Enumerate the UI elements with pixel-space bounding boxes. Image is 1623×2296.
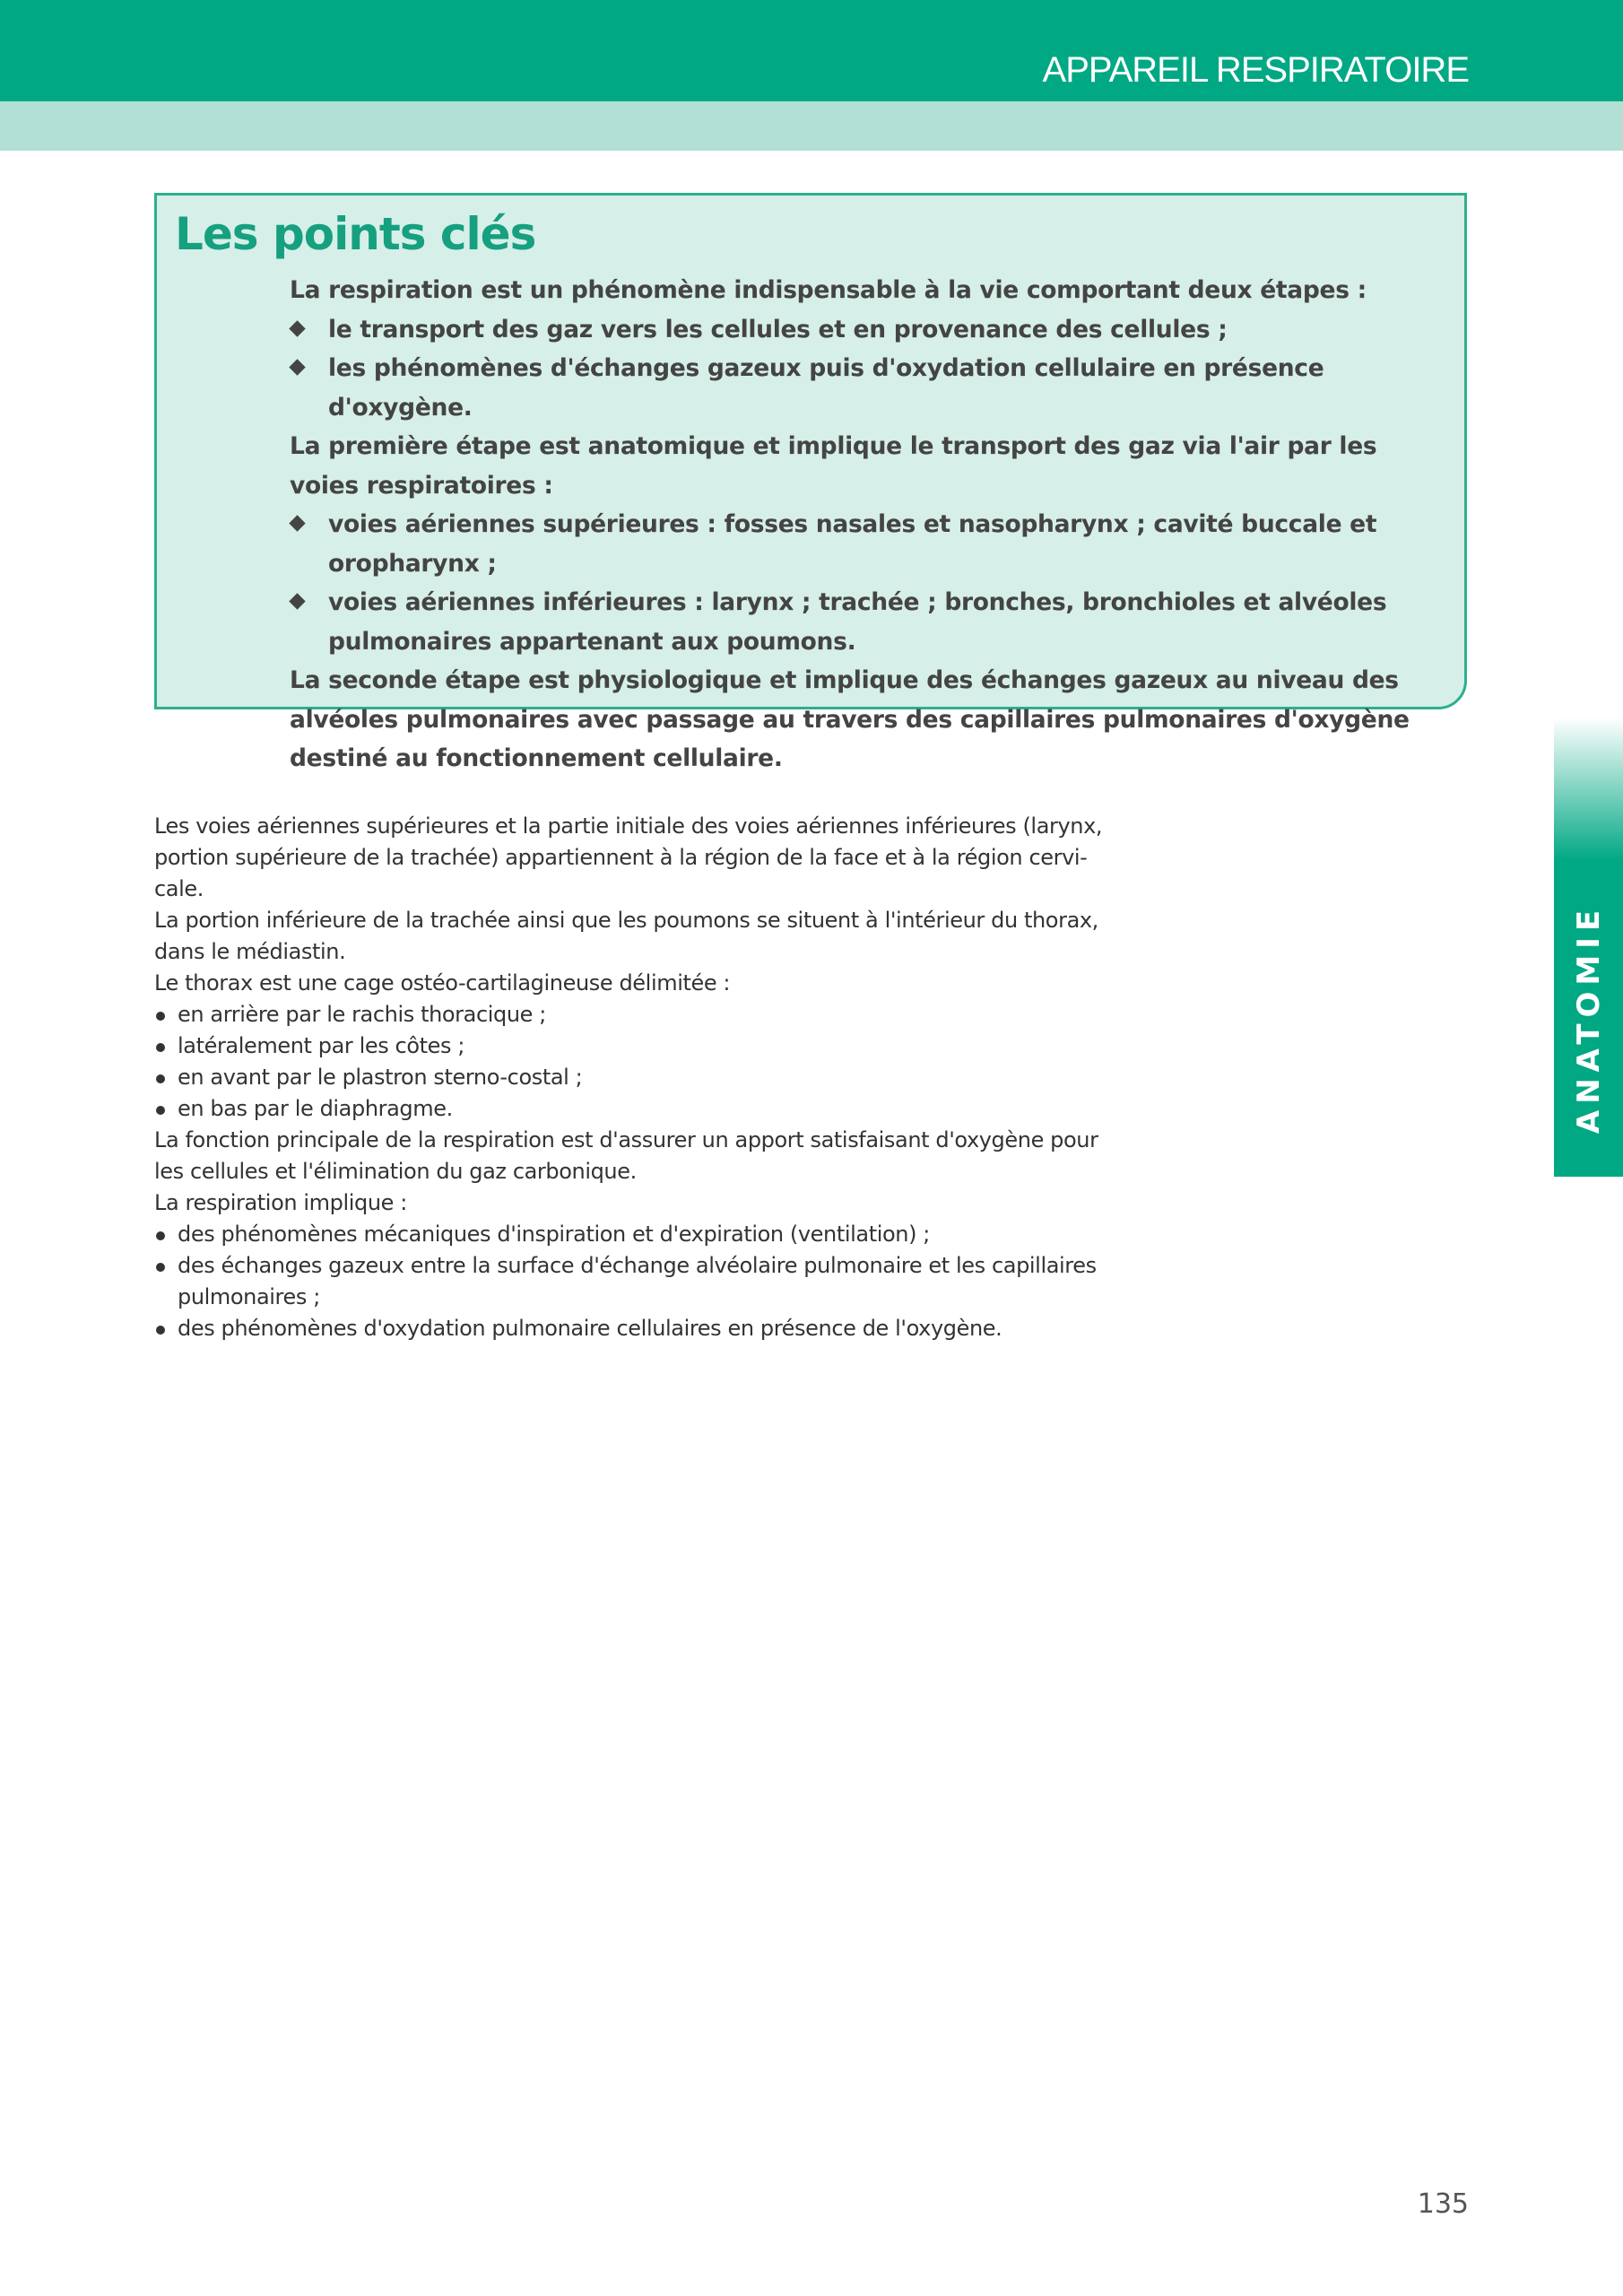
bullet-icon xyxy=(156,1263,165,1272)
list-item xyxy=(290,505,1446,583)
paragraph: La fonction principale de la respiration est d'assurer un apport satisfaisant d'oxygène pour les cellules et l'élimination du gaz carbonique. xyxy=(154,1127,1098,1184)
list-item-text: voies aériennes supérieures : fosses nasales et nasopharynx ; cavité buccale et oropharynx ; xyxy=(328,510,1377,578)
side-tab-gradient xyxy=(1554,718,1623,861)
list-item-text: en arrière par le rachis thoracique ; xyxy=(178,1002,546,1027)
header-band xyxy=(0,0,1623,101)
list-item-text: des phénomènes mécaniques d'inspiration et d'expiration (ventilation) ; xyxy=(178,1222,930,1247)
respiration-list xyxy=(154,1219,1105,1344)
steps-list xyxy=(290,310,1446,428)
list-item xyxy=(154,1313,1105,1344)
diamond-bullet-icon xyxy=(289,593,305,609)
paragraph: Le thorax est une cage ostéo-cartilagineuse délimitée : xyxy=(154,970,731,996)
main-body-text xyxy=(154,811,1105,1344)
airways-list xyxy=(290,505,1446,661)
key-points-intro: La respiration est un phénomène indispensable à la vie comportant deux étapes : xyxy=(290,276,1367,304)
chapter-title: APPAREIL RESPIRATOIRE xyxy=(1042,50,1469,90)
diamond-bullet-icon xyxy=(289,320,305,336)
side-tab-label: ANATOMIE xyxy=(1570,903,1607,1135)
diamond-bullet-icon xyxy=(289,359,305,375)
list-item-text: en avant par le plastron sterno-costal ; xyxy=(178,1065,583,1090)
list-item-text: les phénomènes d'échanges gazeux puis d'oxydation cellulaire en présence d'oxygène. xyxy=(328,354,1324,422)
list-item xyxy=(290,310,1446,350)
list-item xyxy=(290,349,1446,427)
bullet-icon xyxy=(156,1043,165,1052)
list-item xyxy=(290,583,1446,661)
paragraph: La respiration implique : xyxy=(154,1190,407,1215)
list-item-text: des phénomènes d'oxydation pulmonaire cellulaires en présence de l'oxygène. xyxy=(178,1316,1002,1341)
second-step-text: La seconde étape est physiologique et implique des échanges gazeux au niveau des alvéoles pulmonaires avec passage au travers des capillaires pulmonaires d'oxygène destiné au fonctionnement cellulaire. xyxy=(290,666,1410,772)
diamond-bullet-icon xyxy=(289,515,305,531)
list-item xyxy=(154,1219,1105,1250)
list-item-text: des échanges gazeux entre la surface d'échange alvéolaire pulmonaire et les capillaires pulmonaires ; xyxy=(178,1253,1097,1309)
list-item-text: latéralement par les côtes ; xyxy=(178,1033,465,1058)
list-item-text: voies aériennes inférieures : larynx ; trachée ; bronches, bronchioles et alvéoles pulmonaires appartenant aux poumons. xyxy=(328,588,1387,656)
bullet-icon xyxy=(156,1106,165,1115)
list-item xyxy=(154,1093,1105,1125)
paragraph: La portion inférieure de la trachée ainsi que les poumons se situent à l'intérieur du thorax, dans le médiastin. xyxy=(154,908,1098,964)
bullet-icon xyxy=(156,1231,165,1240)
list-item-text: le transport des gaz vers les cellules et en provenance des cellules ; xyxy=(328,315,1228,344)
section-side-tab xyxy=(1554,861,1623,1177)
bullet-icon xyxy=(156,1326,165,1335)
list-item-text: en bas par le diaphragme. xyxy=(178,1096,453,1121)
page-number: 135 xyxy=(1417,2188,1469,2220)
list-item xyxy=(154,1062,1105,1093)
key-points-box xyxy=(154,193,1467,772)
bullet-icon xyxy=(156,1012,165,1021)
thorax-limits-list xyxy=(154,999,1105,1125)
header-strip xyxy=(0,101,1623,151)
paragraph: Les voies aériennes supérieures et la partie initiale des voies aériennes inférieures (larynx, portion supérieure de la trachée) appartiennent à la région de la face et à la région cervi-cale. xyxy=(154,813,1103,901)
key-points-title: Les points clés xyxy=(175,208,536,260)
bullet-icon xyxy=(156,1074,165,1083)
list-item xyxy=(154,1031,1105,1062)
first-step-text: La première étape est anatomique et implique le transport des gaz via l'air par les voies respiratoires : xyxy=(290,432,1377,500)
list-item xyxy=(154,999,1105,1031)
key-points-body xyxy=(290,271,1446,778)
list-item xyxy=(154,1250,1105,1313)
